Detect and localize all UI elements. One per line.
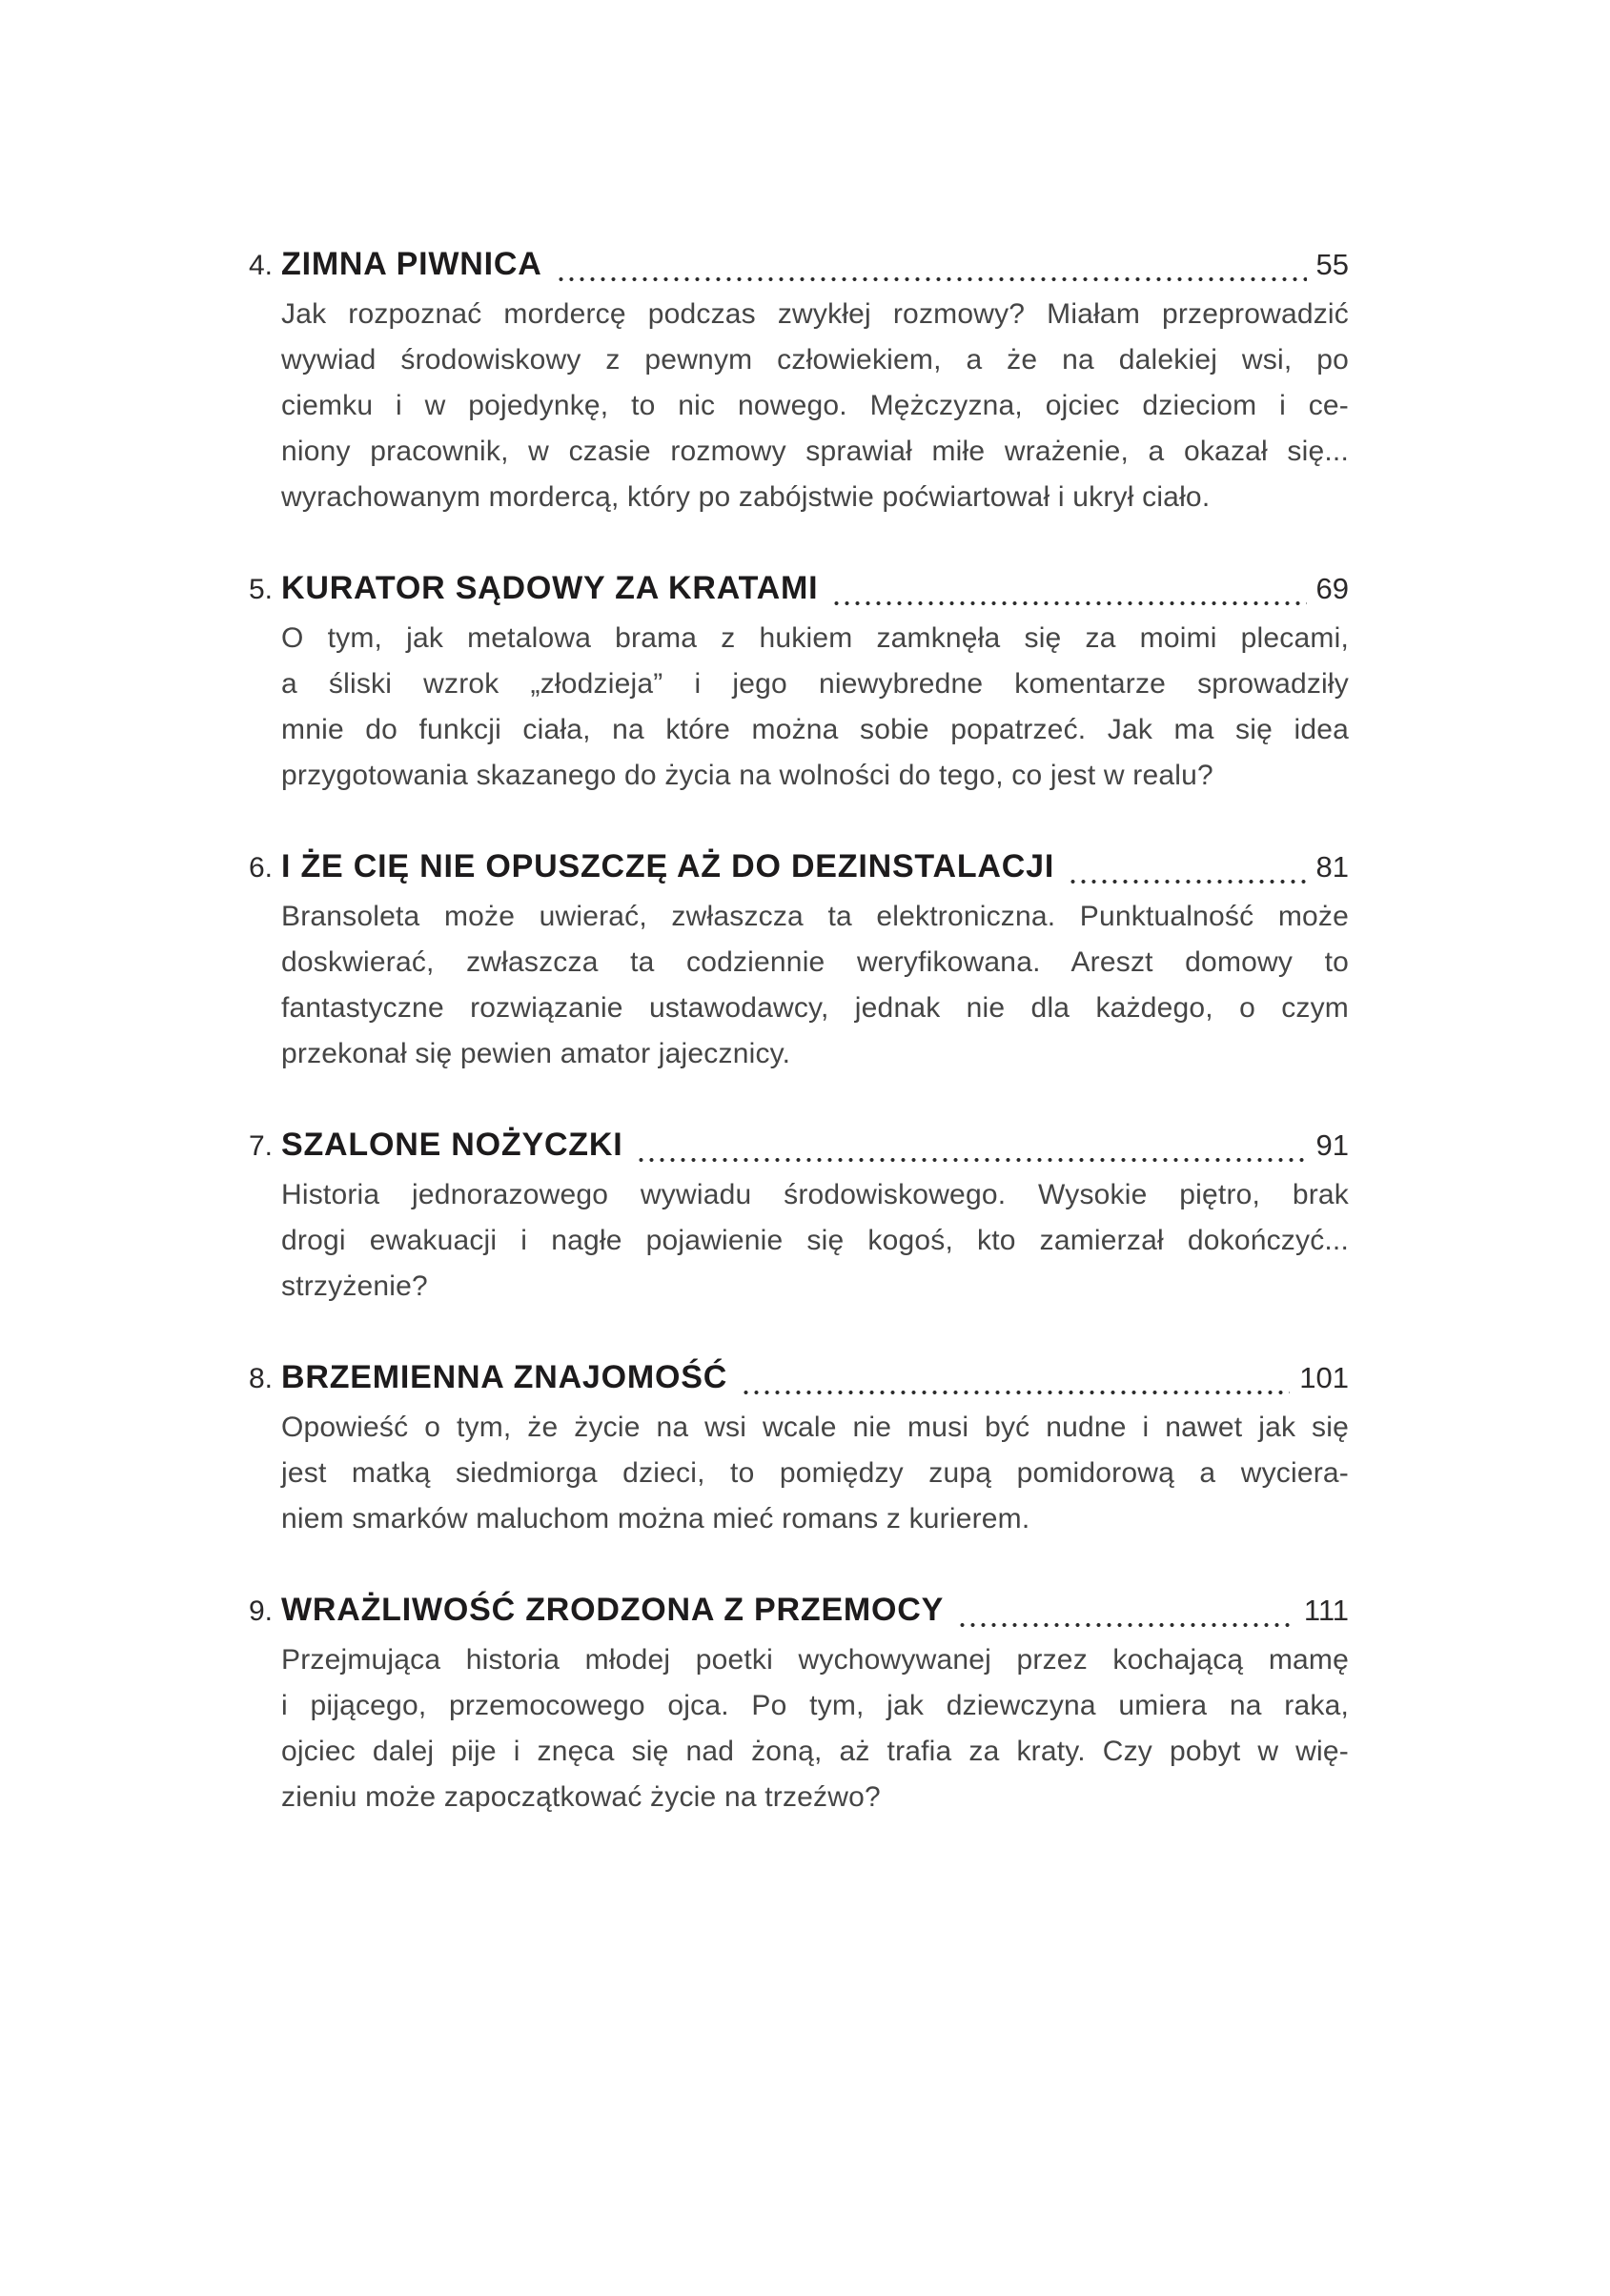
toc-entry [241,1586,1349,1820]
description-line: Historia jednorazowego wywiadu środowiskowego. Wysokie piętro, brak [281,1179,1349,1210]
description-line: drogi ewakuacji i nagłe pojawienie się kogoś, kto zamierzał dokończyć... [281,1225,1349,1256]
description-line: ciemku i w pojedynkę, to nic nowego. Mężczyzna, ojciec dzieciom i ce- [281,390,1349,421]
chapter-page-number: 101 [1299,1361,1349,1394]
chapter-page-number: 55 [1315,248,1349,281]
description-line: O tym, jak metalowa brama z hukiem zamknęła się za moimi plecami, [281,622,1349,654]
dot-leader-icon [556,277,1307,281]
description-line: a śliski wzrok „złodzieja” i jego niewybredne komentarze sprowadziły [281,668,1349,700]
table-of-contents [241,240,1349,1864]
dot-leader-icon [1068,880,1306,884]
description-line: wyrachowanym mordercą, który po zabójstwie poćwiartował i ukrył ciało. [281,481,1211,513]
description-line: Jak rozpoznać mordercę podczas zwykłej rozmowy? Miałam przeprowadzić [281,298,1349,330]
description-line: ojciec dalej pije i znęca się nad żoną, aż trafia za kraty. Czy pobyt w wię- [281,1736,1349,1767]
chapter-description [281,1405,1349,1542]
chapter-description [281,894,1349,1077]
dot-leader-icon [957,1623,1294,1627]
dot-leader-icon [636,1158,1306,1162]
toc-entry-header [241,1353,1349,1403]
chapter-title: SZALONE NOŻYCZKI [281,1127,623,1163]
chapter-number: 9. [248,1595,273,1627]
chapter-number: 8. [248,1363,273,1394]
description-line: Przejmująca historia młodej poetki wychowywanej przez kochającą mamę [281,1644,1349,1676]
toc-entry-header [241,843,1349,892]
toc-entry-header [241,564,1349,614]
chapter-title: KURATOR SĄDOWY ZA KRATAMI [281,570,819,606]
chapter-title: I ŻE CIĘ NIE OPUSZCZĘ AŻ DO DEZINSTALACJI [281,848,1055,884]
chapter-page-number: 81 [1315,850,1349,884]
description-line: Bransoleta może uwierać, zwłaszcza ta elektroniczna. Punktualność może [281,901,1349,932]
chapter-description [281,292,1349,520]
toc-entry [241,240,1349,520]
dot-leader-icon [741,1391,1290,1394]
chapter-number: 4. [248,250,273,281]
chapter-description [281,1637,1349,1820]
toc-entry [241,1121,1349,1310]
toc-entry-header [241,240,1349,290]
chapter-description [281,1172,1349,1310]
chapter-page-number: 69 [1315,572,1349,605]
description-line: wywiad środowiskowy z pewnym człowiekiem, a że na dalekiej wsi, po [281,344,1349,376]
toc-entry [241,843,1349,1077]
dot-leader-icon [831,601,1306,605]
description-line: przekonał się pewien amator jajecznicy. [281,1038,791,1069]
chapter-title: ZIMNA PIWNICA [281,246,542,282]
description-line: strzyżenie? [281,1270,428,1302]
toc-entry-header [241,1586,1349,1636]
chapter-number: 7. [248,1130,273,1162]
description-line: mnie do funkcji ciała, na które można sobie popatrzeć. Jak ma się idea [281,714,1349,745]
description-line: zieniu może zapoczątkować życie na trzeźwo? [281,1781,881,1813]
description-line: Opowieść o tym, że życie na wsi wcale nie musi być nudne i nawet jak się [281,1412,1349,1443]
chapter-number: 6. [248,852,273,884]
toc-entry [241,1353,1349,1542]
description-line: doskwierać, zwłaszcza ta codziennie weryfikowana. Areszt domowy to [281,946,1349,978]
description-line: niem smarków maluchom można mieć romans z kurierem. [281,1503,1030,1534]
chapter-title: BRZEMIENNA ZNAJOMOŚĆ [281,1359,728,1395]
chapter-page-number: 111 [1303,1594,1349,1627]
description-line: i pijącego, przemocowego ojca. Po tym, jak dziewczyna umiera na raka, [281,1690,1349,1721]
description-line: przygotowania skazanego do życia na wolności do tego, co jest w realu? [281,760,1213,791]
chapter-title: WRAŻLIWOŚĆ ZRODZONA Z PRZEMOCY [281,1592,945,1628]
chapter-description [281,616,1349,799]
chapter-page-number: 91 [1315,1128,1349,1162]
toc-entry [241,564,1349,799]
chapter-number: 5. [248,574,273,605]
description-line: niony pracownik, w czasie rozmowy sprawiał miłe wrażenie, a okazał się... [281,436,1349,467]
description-line: jest matką siedmiorga dzieci, to pomiędzy zupą pomidorową a wyciera- [281,1457,1349,1489]
toc-entry-header [241,1121,1349,1170]
description-line: fantastyczne rozwiązanie ustawodawcy, jednak nie dla każdego, o czym [281,992,1349,1024]
